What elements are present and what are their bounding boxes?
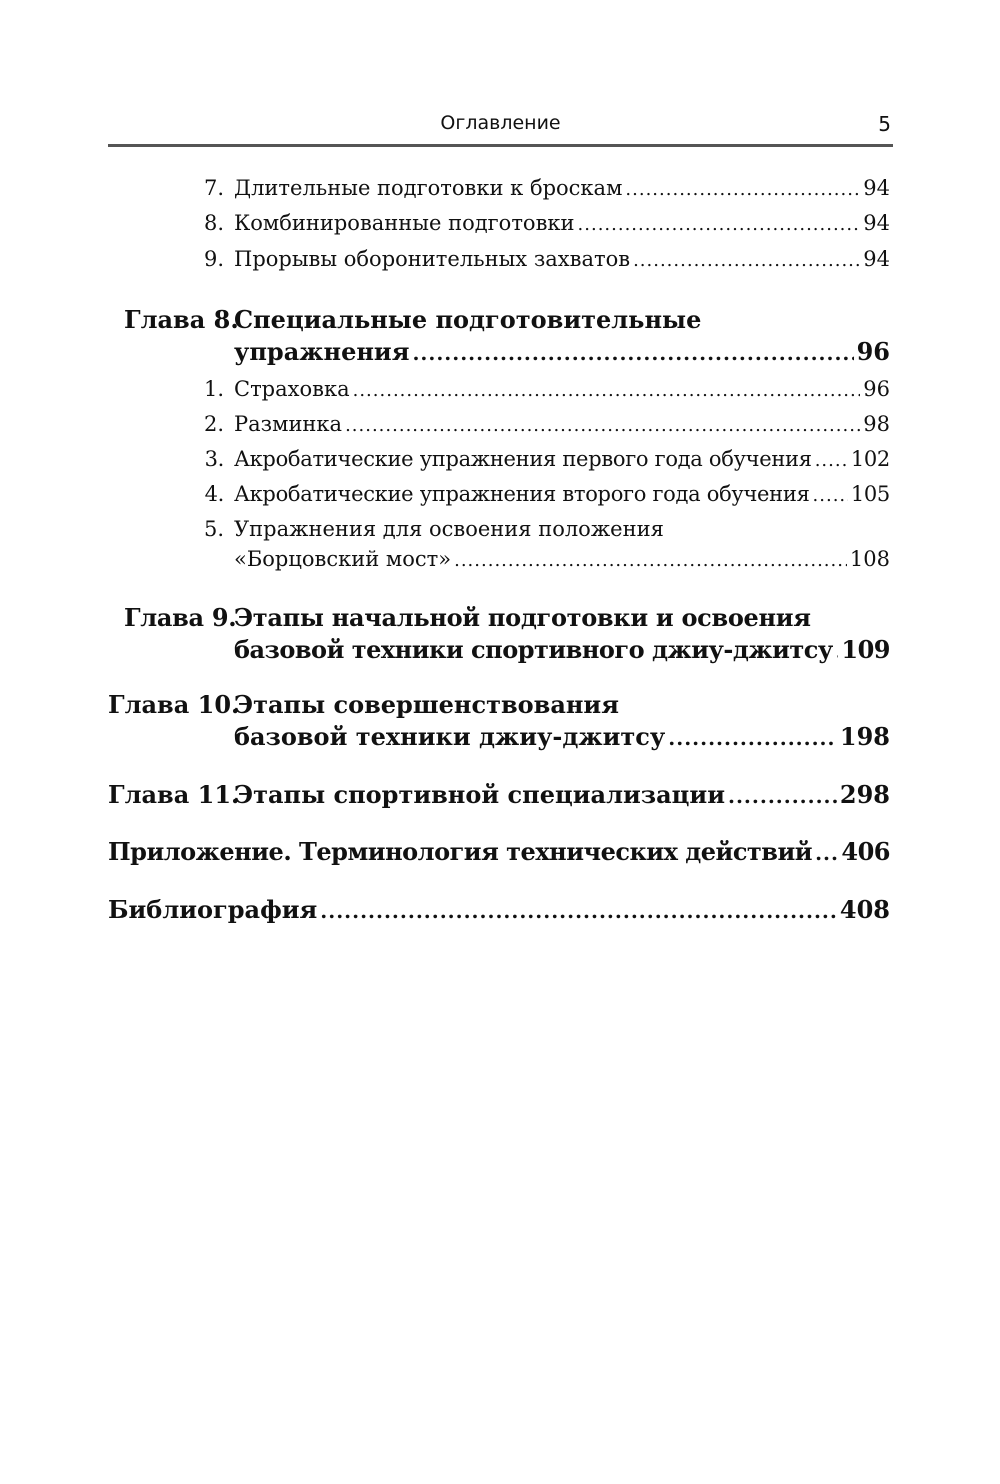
- entry-number: 1.: [203, 377, 224, 401]
- leader-dots: [728, 784, 837, 808]
- entry-page: 105: [850, 482, 890, 506]
- entry-title: Комбинированные подготовки: [234, 211, 575, 235]
- leader-dots: [668, 726, 837, 750]
- leader-dots: [836, 639, 839, 663]
- leader-dots: [578, 214, 861, 235]
- header-rule: [108, 144, 893, 147]
- entry-page: 94: [863, 211, 890, 235]
- entry-page: 94: [863, 176, 890, 200]
- toc-chapter-11[interactable]: [108, 780, 890, 809]
- entry-title: Прорывы оборонительных захватов: [234, 247, 631, 271]
- entry-page: 96: [863, 377, 890, 401]
- leader-dots: [633, 250, 860, 271]
- leader-dots: [412, 341, 853, 365]
- leader-dots: [815, 450, 848, 471]
- toc-entry-8-5-line2[interactable]: [234, 547, 890, 571]
- entry-title-continued: «Борцовский мост»: [234, 547, 452, 571]
- toc-chapter-8-line2[interactable]: [234, 337, 890, 366]
- leader-dots: [625, 179, 860, 200]
- entry-title: Разминка: [234, 412, 343, 436]
- toc-entry-8-2[interactable]: [200, 412, 890, 436]
- toc-entry-8-5-line1[interactable]: [200, 517, 890, 541]
- leader-dots: [454, 550, 847, 571]
- chapter-page: 298: [839, 780, 890, 809]
- entry-page: 108: [849, 547, 890, 571]
- entry-number: 7.: [203, 176, 224, 200]
- chapter-title: Этапы совершенствования: [234, 690, 619, 719]
- toc-entry-8-1[interactable]: [200, 377, 890, 401]
- appendix-title: Приложение. Терминология технических действий: [108, 837, 813, 866]
- entry-page: 102: [850, 447, 890, 471]
- chapter-page: 109: [841, 635, 890, 664]
- entry-number: 4.: [204, 482, 224, 506]
- bibliography-page: 408: [839, 895, 890, 924]
- entry-number: 5.: [203, 517, 224, 541]
- entry-number: 2.: [203, 412, 224, 436]
- entry-number: 9.: [203, 247, 224, 271]
- appendix-page: 406: [841, 837, 890, 866]
- chapter-label: Глава 8.: [124, 305, 239, 334]
- entry-title: Длительные подготовки к броскам: [234, 176, 623, 200]
- leader-dots: [813, 485, 848, 506]
- page-number: 5: [878, 112, 891, 136]
- chapter-label: Глава 10.: [108, 690, 240, 719]
- toc-entry-8[interactable]: [200, 211, 890, 235]
- chapter-page: 198: [839, 722, 890, 751]
- chapter-label: Глава 11.: [108, 780, 240, 809]
- entry-title: Упражнения для освоения положения: [234, 517, 664, 541]
- running-head: [108, 112, 893, 142]
- leader-dots: [815, 841, 838, 865]
- toc-appendix[interactable]: [108, 837, 890, 866]
- entry-title: Страховка: [234, 377, 350, 401]
- bibliography-title: Библиография: [108, 895, 318, 924]
- leader-dots: [353, 380, 861, 401]
- toc-chapter-10-line1[interactable]: [108, 690, 890, 719]
- toc-entry-9[interactable]: [200, 247, 890, 271]
- entry-page: 94: [863, 247, 890, 271]
- entry-title: Акробатические упражнения второго года обучения: [234, 482, 810, 506]
- toc-entry-7[interactable]: [200, 176, 890, 200]
- chapter-title: Этапы спортивной специализации: [234, 780, 725, 809]
- entry-number: 8.: [203, 211, 224, 235]
- chapter-title: Специальные подготовительные: [234, 305, 702, 334]
- entry-number: 3.: [204, 447, 224, 471]
- toc-chapter-10-line2[interactable]: [234, 722, 890, 751]
- chapter-title-continued: базовой техники спортивного джиу-джитсу: [234, 635, 833, 664]
- entry-title: Акробатические упражнения первого года обучения: [234, 447, 812, 471]
- leader-dots: [320, 899, 837, 923]
- toc-entry-8-3[interactable]: [200, 447, 890, 471]
- chapter-label: Глава 9.: [124, 603, 237, 632]
- chapter-title-continued: упражнения: [234, 337, 410, 366]
- toc-bibliography[interactable]: [108, 895, 890, 924]
- toc-entry-8-4[interactable]: [200, 482, 890, 506]
- chapter-title: Этапы начальной подготовки и освоения: [234, 603, 811, 632]
- toc-chapter-9-line2[interactable]: [234, 635, 890, 664]
- leader-dots: [345, 415, 860, 436]
- entry-page: 98: [863, 412, 890, 436]
- running-head-title: Оглавление: [440, 112, 561, 134]
- toc-chapter-9-line1[interactable]: [124, 603, 890, 632]
- toc-chapter-8-line1[interactable]: [124, 305, 890, 334]
- chapter-title-continued: базовой техники джиу-джитсу: [234, 722, 666, 751]
- chapter-page: 96: [856, 337, 890, 366]
